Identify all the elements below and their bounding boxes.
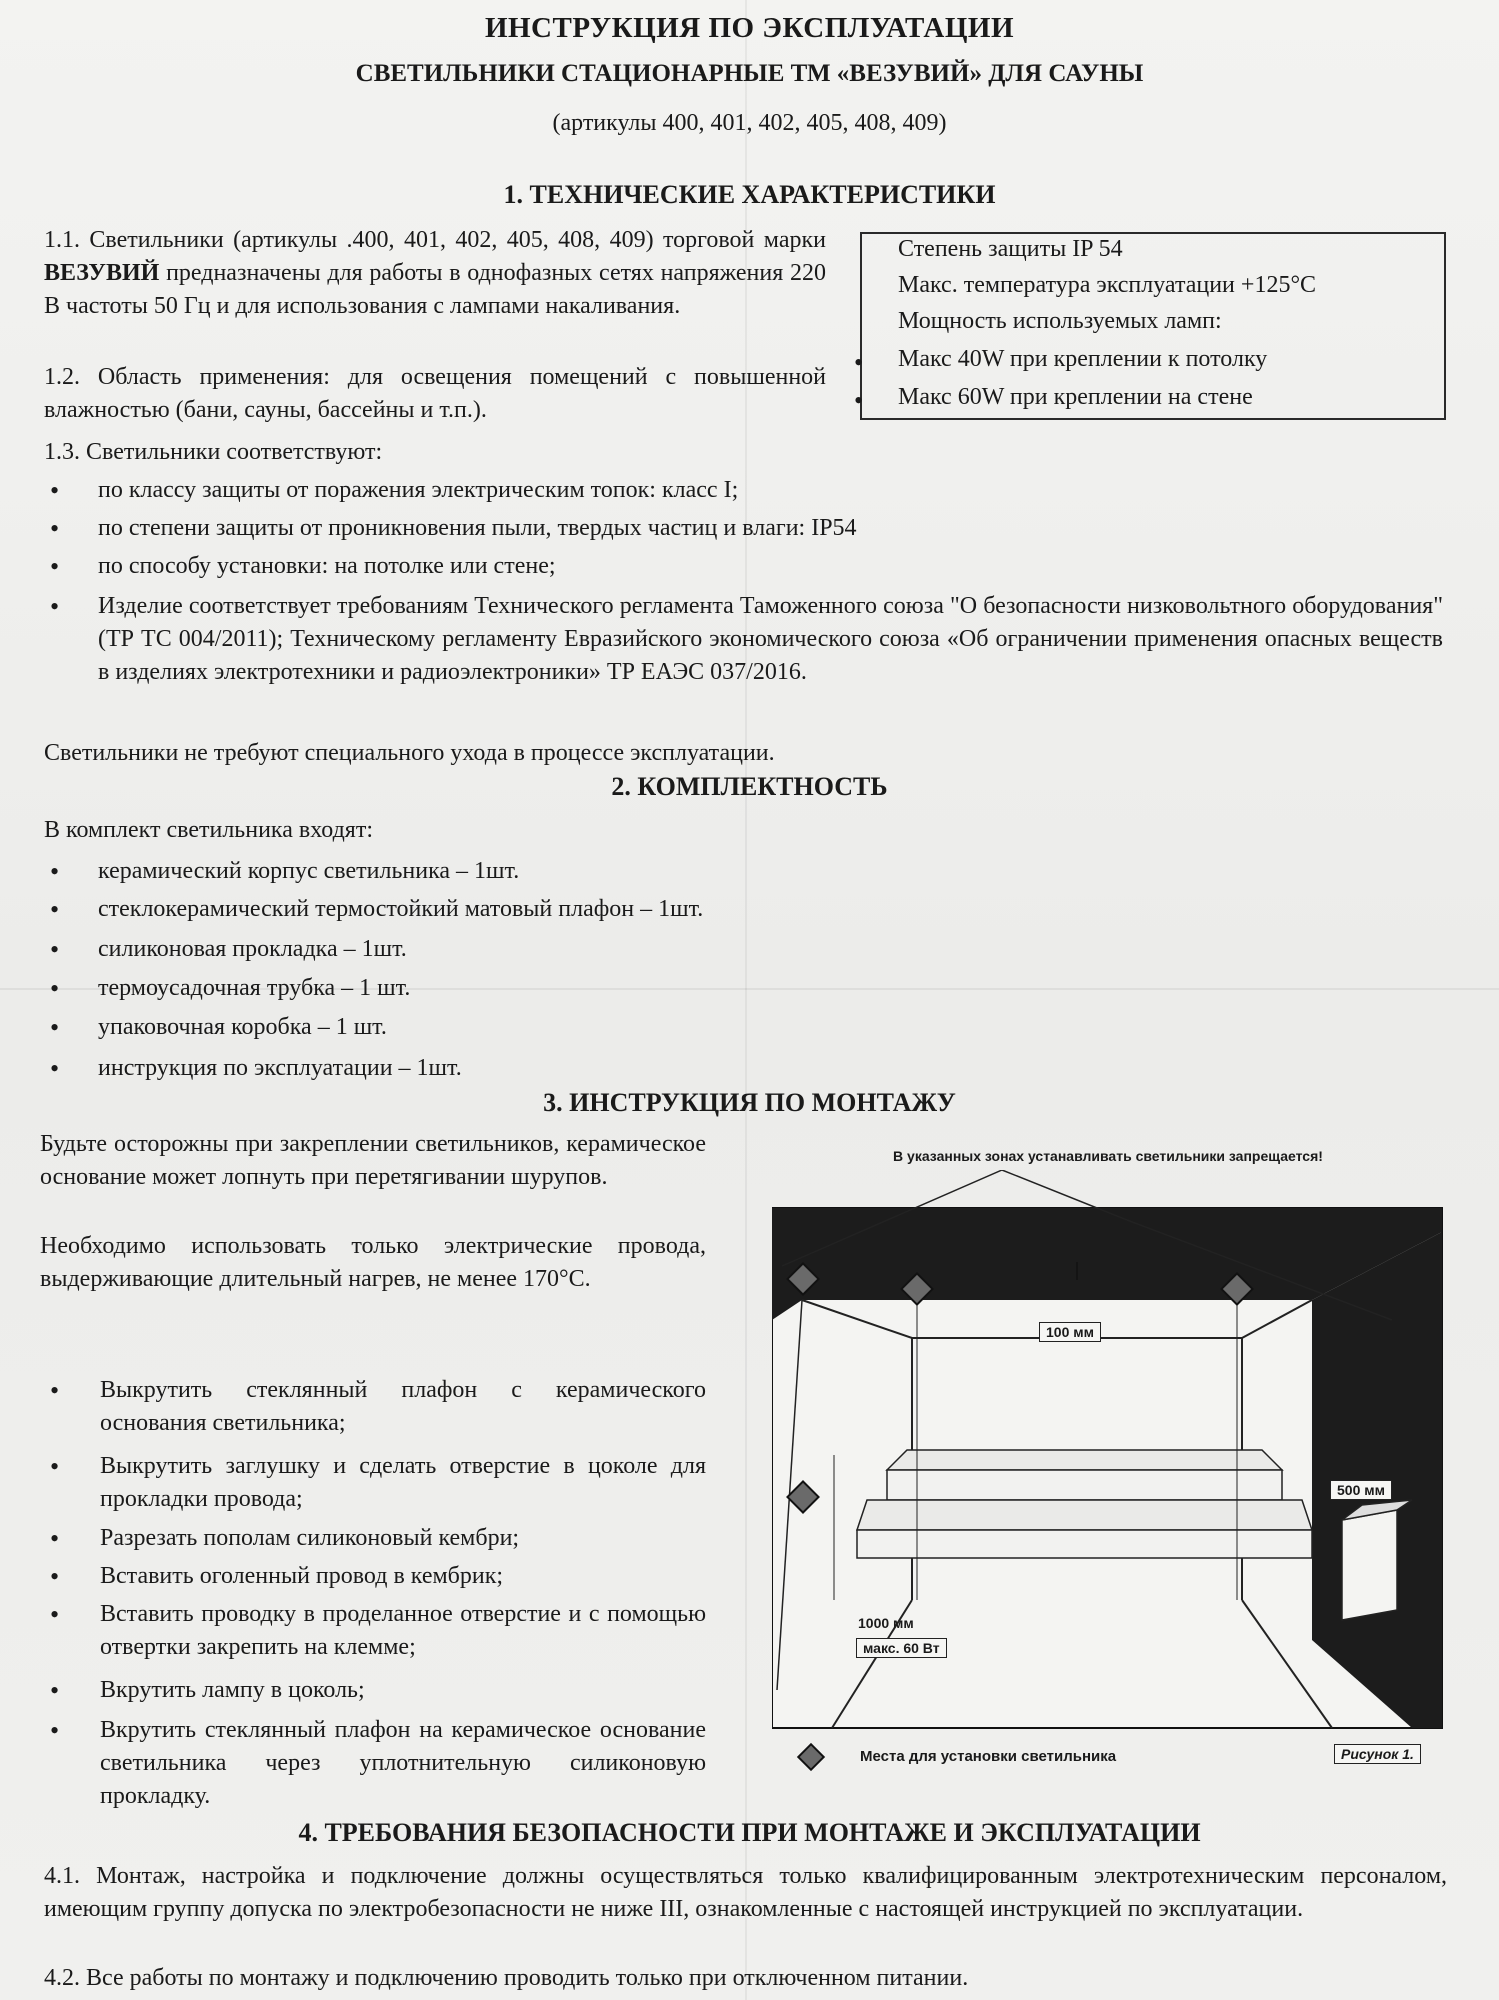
- spec-lamp-power: Мощность используемых ламп:: [898, 308, 1222, 334]
- list-item: упаковочная коробка – 1 шт.: [98, 1014, 387, 1040]
- paragraph-1-3: 1.3. Светильники соответствуют:: [44, 439, 383, 465]
- section4-heading: 4. ТРЕБОВАНИЯ БЕЗОПАСНОСТИ ПРИ МОНТАЖЕ И ЭКСПЛУАТАЦИИ: [298, 1818, 1201, 1847]
- bullet-icon: •: [50, 514, 60, 543]
- article-numbers: (артикулы 400, 401, 402, 405, 408, 409): [552, 110, 947, 136]
- bullet-icon: •: [50, 1562, 60, 1591]
- section1-heading: 1. ТЕХНИЧЕСКИЕ ХАРАКТЕРИСТИКИ: [503, 180, 996, 209]
- install-step: Вставить проводку в проделанное отверстие и с помощью отвертки закрепить на клемме;: [100, 1601, 706, 1660]
- paragraph-1-1-end: предназначены для работы в однофазных сетях напряжения 220 В частоты 50 Гц и для использования с лампами накаливания.: [44, 260, 826, 319]
- bullet-icon: •: [50, 592, 60, 621]
- spec-ceiling: Макс 40W при креплении к потолку: [898, 346, 1268, 372]
- label-100mm: 100 мм: [1039, 1322, 1101, 1342]
- bullet-icon: •: [50, 1452, 60, 1481]
- list-item: по способу установки: на потолке или стене;: [98, 553, 556, 579]
- figure-legend: Места для установки светильника: [860, 1748, 1117, 1765]
- spec-wall: Макс 60W при креплении на стене: [898, 384, 1253, 410]
- list-item: керамический корпус светильника – 1шт.: [98, 858, 520, 884]
- list-item: инструкция по эксплуатации – 1шт.: [98, 1055, 462, 1081]
- spec-ip: Степень защиты IP 54: [898, 236, 1123, 262]
- label-max-60w: макс. 60 Вт: [856, 1638, 947, 1658]
- install-step: Вставить оголенный провод в кембрик;: [100, 1563, 504, 1589]
- bullet-icon: •: [50, 857, 60, 886]
- install-step: Разрезать пополам силиконовый кембри;: [100, 1525, 520, 1551]
- list-item: силиконовая прокладка – 1шт.: [98, 936, 407, 962]
- wire-requirement: Необходимо использовать только электрические провода, выдерживающие длительный нагрев, не менее 170°С.: [40, 1233, 706, 1292]
- bullet-icon: •: [854, 348, 864, 377]
- figure-number: Рисунок 1.: [1334, 1744, 1421, 1764]
- bullet-icon: •: [50, 552, 60, 581]
- list-item: Изделие соответствует требованиям Технического регламента Таможенного союза "О безопасности низковольтного оборудования" (ТР ТС 004/2011); Техническому регламенту Евразийского экономического союза «Об ограничении применения опасных веществ в изделиях электротехники и радиоэлектроники» ТР ЕАЭС 037/2016.: [98, 593, 1443, 685]
- label-1000mm: 1000 мм: [858, 1615, 914, 1631]
- list-item: термоусадочная трубка – 1 шт.: [98, 975, 411, 1001]
- bullet-icon: •: [854, 386, 864, 415]
- install-step: Выкрутить заглушку и сделать отверстие в цоколе для прокладки провода;: [100, 1453, 706, 1512]
- install-step: Вкрутить лампу в цоколь;: [100, 1677, 365, 1703]
- list-item: стеклокерамический термостойкий матовый плафон – 1шт.: [98, 896, 704, 922]
- bullet-icon: •: [50, 935, 60, 964]
- bullet-icon: •: [50, 974, 60, 1003]
- figure-warning-caption: В указанных зонах устанавливать светильники запрещается!: [893, 1148, 1323, 1164]
- bullet-icon: •: [50, 1376, 60, 1405]
- install-spot-legend-icon: [796, 1742, 826, 1772]
- document-title: ИНСТРУКЦИЯ ПО ЭКСПЛУАТАЦИИ: [484, 12, 1015, 44]
- install-warning: Будьте осторожны при закреплении светильников, керамическое основание может лопнуть при перетягивании шурупов.: [40, 1131, 706, 1190]
- paragraph-1-1-start: 1.1. Светильники (артикулы .400, 401, 402, 405, 408, 409) торговой марки: [44, 227, 826, 253]
- install-step: Вкрутить стеклянный плафон на керамическое основание светильника через уплотнительную силиконовую прокладку.: [100, 1717, 706, 1809]
- list-item: по степени защиты от проникновения пыли, твердых частиц и влаги: IP54: [98, 515, 857, 541]
- paragraph-1-2: 1.2. Область применения: для освещения помещений с повышенной влажностью (бани, сауны, бассейны и т.п.).: [44, 364, 826, 423]
- paragraph-4-1: 4.1. Монтаж, настройка и подключение должны осуществляться только квалифицированным электротехническим персоналом, имеющим группу допуска по электробезопасности не ниже III, ознакомленные с настоящей инструкцией по эксплуатации.: [44, 1863, 1447, 1922]
- paragraph-4-2: 4.2. Все работы по монтажу и подключению проводить только при отключенном питании.: [44, 1965, 969, 1991]
- care-note: Светильники не требуют специального ухода в процессе эксплуатации.: [44, 740, 775, 766]
- bullet-icon: •: [50, 476, 60, 505]
- bullet-icon: •: [50, 1524, 60, 1553]
- brand-name: ВЕЗУВИЙ: [44, 260, 160, 286]
- bullet-icon: •: [50, 895, 60, 924]
- list-item: по классу защиты от поражения электрическим топок: класс I;: [98, 477, 739, 503]
- bullet-icon: •: [50, 1013, 60, 1042]
- bullet-icon: •: [50, 1600, 60, 1629]
- bullet-icon: •: [50, 1676, 60, 1705]
- specs-box: [854, 232, 1446, 420]
- bullet-icon: •: [50, 1716, 60, 1745]
- spec-temperature: Макс. температура эксплуатации +125°С: [898, 272, 1317, 298]
- paragraph-1-1: [44, 224, 826, 323]
- kit-intro: В комплект светильника входят:: [44, 817, 374, 843]
- section2-heading: 2. КОМПЛЕКТНОСТЬ: [611, 772, 888, 801]
- section3-heading: 3. ИНСТРУКЦИЯ ПО МОНТАЖУ: [543, 1088, 956, 1117]
- install-step: Выкрутить стеклянный плафон с керамического основания светильника;: [100, 1377, 706, 1436]
- document-subtitle: СВЕТИЛЬНИКИ СТАЦИОНАРНЫЕ ТМ «ВЕЗУВИЙ» ДЛЯ САУНЫ: [355, 60, 1144, 87]
- bullet-icon: •: [50, 1054, 60, 1083]
- label-500mm: 500 мм: [1330, 1480, 1392, 1500]
